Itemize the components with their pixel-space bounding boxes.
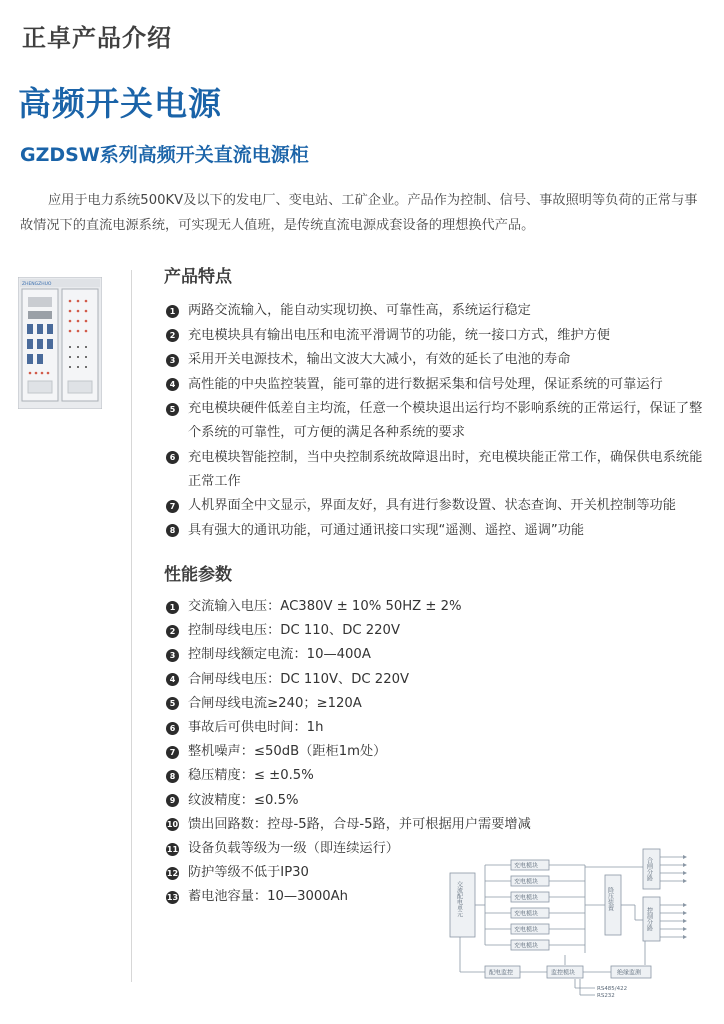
number-bullet-icon: 2	[166, 329, 179, 342]
number-bullet-icon: 10	[166, 820, 179, 830]
feature-text: 充电模块具有输出电压和电流平滑调节的功能，统一接口方式，维护方便	[188, 327, 610, 343]
features-list	[166, 299, 706, 543]
specs-heading: 性能参数	[164, 565, 232, 585]
spec-item	[166, 643, 566, 667]
feature-item	[166, 299, 706, 323]
column-divider	[131, 270, 132, 982]
number-bullet-icon: 9	[166, 794, 179, 807]
spec-text: 控制母线电压：DC 110、DC 220V	[188, 623, 400, 639]
feature-item	[166, 324, 706, 348]
number-bullet-icon: 1	[166, 305, 179, 318]
diagram-module-1: 充电模块	[514, 862, 539, 870]
cabinet-image	[18, 277, 102, 409]
spec-text: 蓄电池容量：10—3000Ah	[188, 889, 349, 905]
diagram-module-5: 充电模块	[514, 926, 539, 934]
spec-item	[166, 789, 566, 813]
number-bullet-icon: 1	[166, 601, 179, 614]
spec-item	[166, 595, 566, 619]
header-title: 正卓产品介绍	[22, 24, 172, 52]
number-bullet-icon: 11	[166, 844, 179, 854]
spec-item	[166, 692, 566, 716]
spec-text: 设备负载等级为一级（即连续运行）	[188, 841, 399, 857]
diagram-comm2: RS232	[597, 993, 615, 999]
number-bullet-icon: 5	[166, 697, 179, 710]
spec-item	[166, 668, 566, 692]
spec-item	[166, 619, 566, 643]
spec-text: 交流输入电压：AC380V ± 10% 50HZ ± 2%	[188, 599, 462, 614]
spec-text: 稳压精度：≤ ±0.5%	[188, 768, 314, 784]
number-bullet-icon: 5	[166, 403, 179, 416]
spec-item	[166, 813, 566, 837]
spec-item	[166, 764, 566, 788]
number-bullet-icon: 2	[166, 625, 179, 638]
feature-item	[166, 397, 706, 445]
diagram-module-2: 充电模块	[514, 878, 539, 886]
features-heading: 产品特点	[164, 267, 232, 287]
spec-item	[166, 740, 566, 764]
number-bullet-icon: 4	[166, 673, 179, 686]
feature-item	[166, 446, 706, 494]
feature-text: 两路交流输入，能自动实现切换、可靠性高，系统运行稳定	[188, 303, 531, 318]
diagram-regulator-label: 降压装置	[606, 887, 614, 911]
diagram-module-4: 充电模块	[514, 910, 539, 918]
number-bullet-icon: 8	[166, 524, 179, 537]
diagram-module-6: 充电模块	[514, 942, 539, 950]
number-bullet-icon: 3	[166, 649, 179, 662]
spec-text: 纹波精度：≤0.5%	[188, 792, 299, 808]
spec-text: 合闸母线电流≥240；≥120A	[188, 695, 362, 711]
spec-text: 整机噪声：≤50dB（距柜1m处）	[188, 744, 387, 760]
feature-text: 人机界面全中文显示，界面友好，具有进行参数设置、状态查询、开关机控制等功能	[188, 498, 676, 513]
feature-text: 高性能的中央监控装置，能可靠的进行数据采集和信号处理，保证系统的可靠运行	[188, 376, 663, 392]
feature-text: 采用开关电源技术，输出文波大大减小，有效的延长了电池的寿命	[188, 352, 571, 367]
product-series-title: GZDSW系列高频开关直流电源柜	[20, 144, 309, 166]
spec-text: 事故后可供电时间：1h	[188, 720, 324, 736]
feature-text: 充电模块智能控制，当中央控制系统故障退出时，充电模块能正常工作，确保供电系统能正常工作	[188, 449, 703, 489]
feature-text: 具有强大的通讯功能，可通过通讯接口实现“遥测、遥控、遥调”功能	[188, 522, 585, 538]
diagram-dist-monitor: 配电监控	[489, 969, 514, 977]
number-bullet-icon: 13	[166, 892, 179, 902]
number-bullet-icon: 7	[166, 500, 179, 513]
number-bullet-icon: 12	[166, 868, 179, 878]
intro-paragraph: 应用于电力系统500KV及以下的发电厂、变电站、工矿企业。产品作为控制、信号、事故照明等负荷的正常与事故情况下的直流电源系统，可实现无人值班，是传统直流电源成套设备的理想换代产品。	[20, 193, 698, 233]
number-bullet-icon: 3	[166, 354, 179, 367]
diagram-module-3: 充电模块	[514, 894, 539, 902]
feature-text: 充电模块硬件低差自主均流，任意一个模块退出运行均不影响系统的正常运行，保证了整个系统的可靠性，可方便的满足各种系统的要求	[188, 401, 703, 440]
feature-item	[166, 519, 706, 543]
spec-text: 控制母线额定电流：10—400A	[188, 647, 371, 663]
diagram-input-label: 交流配电单元	[455, 881, 463, 917]
spec-text: 馈出回路数：控母-5路，合母-5路，并可根据用户需要增减	[188, 816, 531, 832]
page-title: 高频开关电源	[18, 84, 222, 123]
diagram-comm1: RS485/422	[597, 986, 628, 992]
feature-item	[166, 373, 706, 397]
number-bullet-icon: 4	[166, 378, 179, 391]
diagram-monitor-module: 监控模块	[551, 969, 576, 977]
number-bullet-icon: 7	[166, 746, 179, 759]
spec-text: 防护等级不低于IP30	[188, 865, 309, 881]
cabinet-brand-label: ZHENGZHUO	[22, 282, 52, 287]
number-bullet-icon: 6	[166, 451, 179, 464]
number-bullet-icon: 6	[166, 722, 179, 735]
diagram-output-top: 合闸分路	[645, 857, 653, 881]
spec-text: 合闸母线电压：DC 110V、DC 220V	[188, 671, 409, 687]
spec-item	[166, 716, 566, 740]
number-bullet-icon: 8	[166, 770, 179, 783]
system-diagram	[445, 845, 710, 1005]
feature-item	[166, 494, 706, 518]
diagram-output-bottom: 控制分路	[645, 907, 653, 931]
diagram-insulation-monitor: 绝缘监测	[617, 969, 642, 977]
feature-item	[166, 348, 706, 372]
